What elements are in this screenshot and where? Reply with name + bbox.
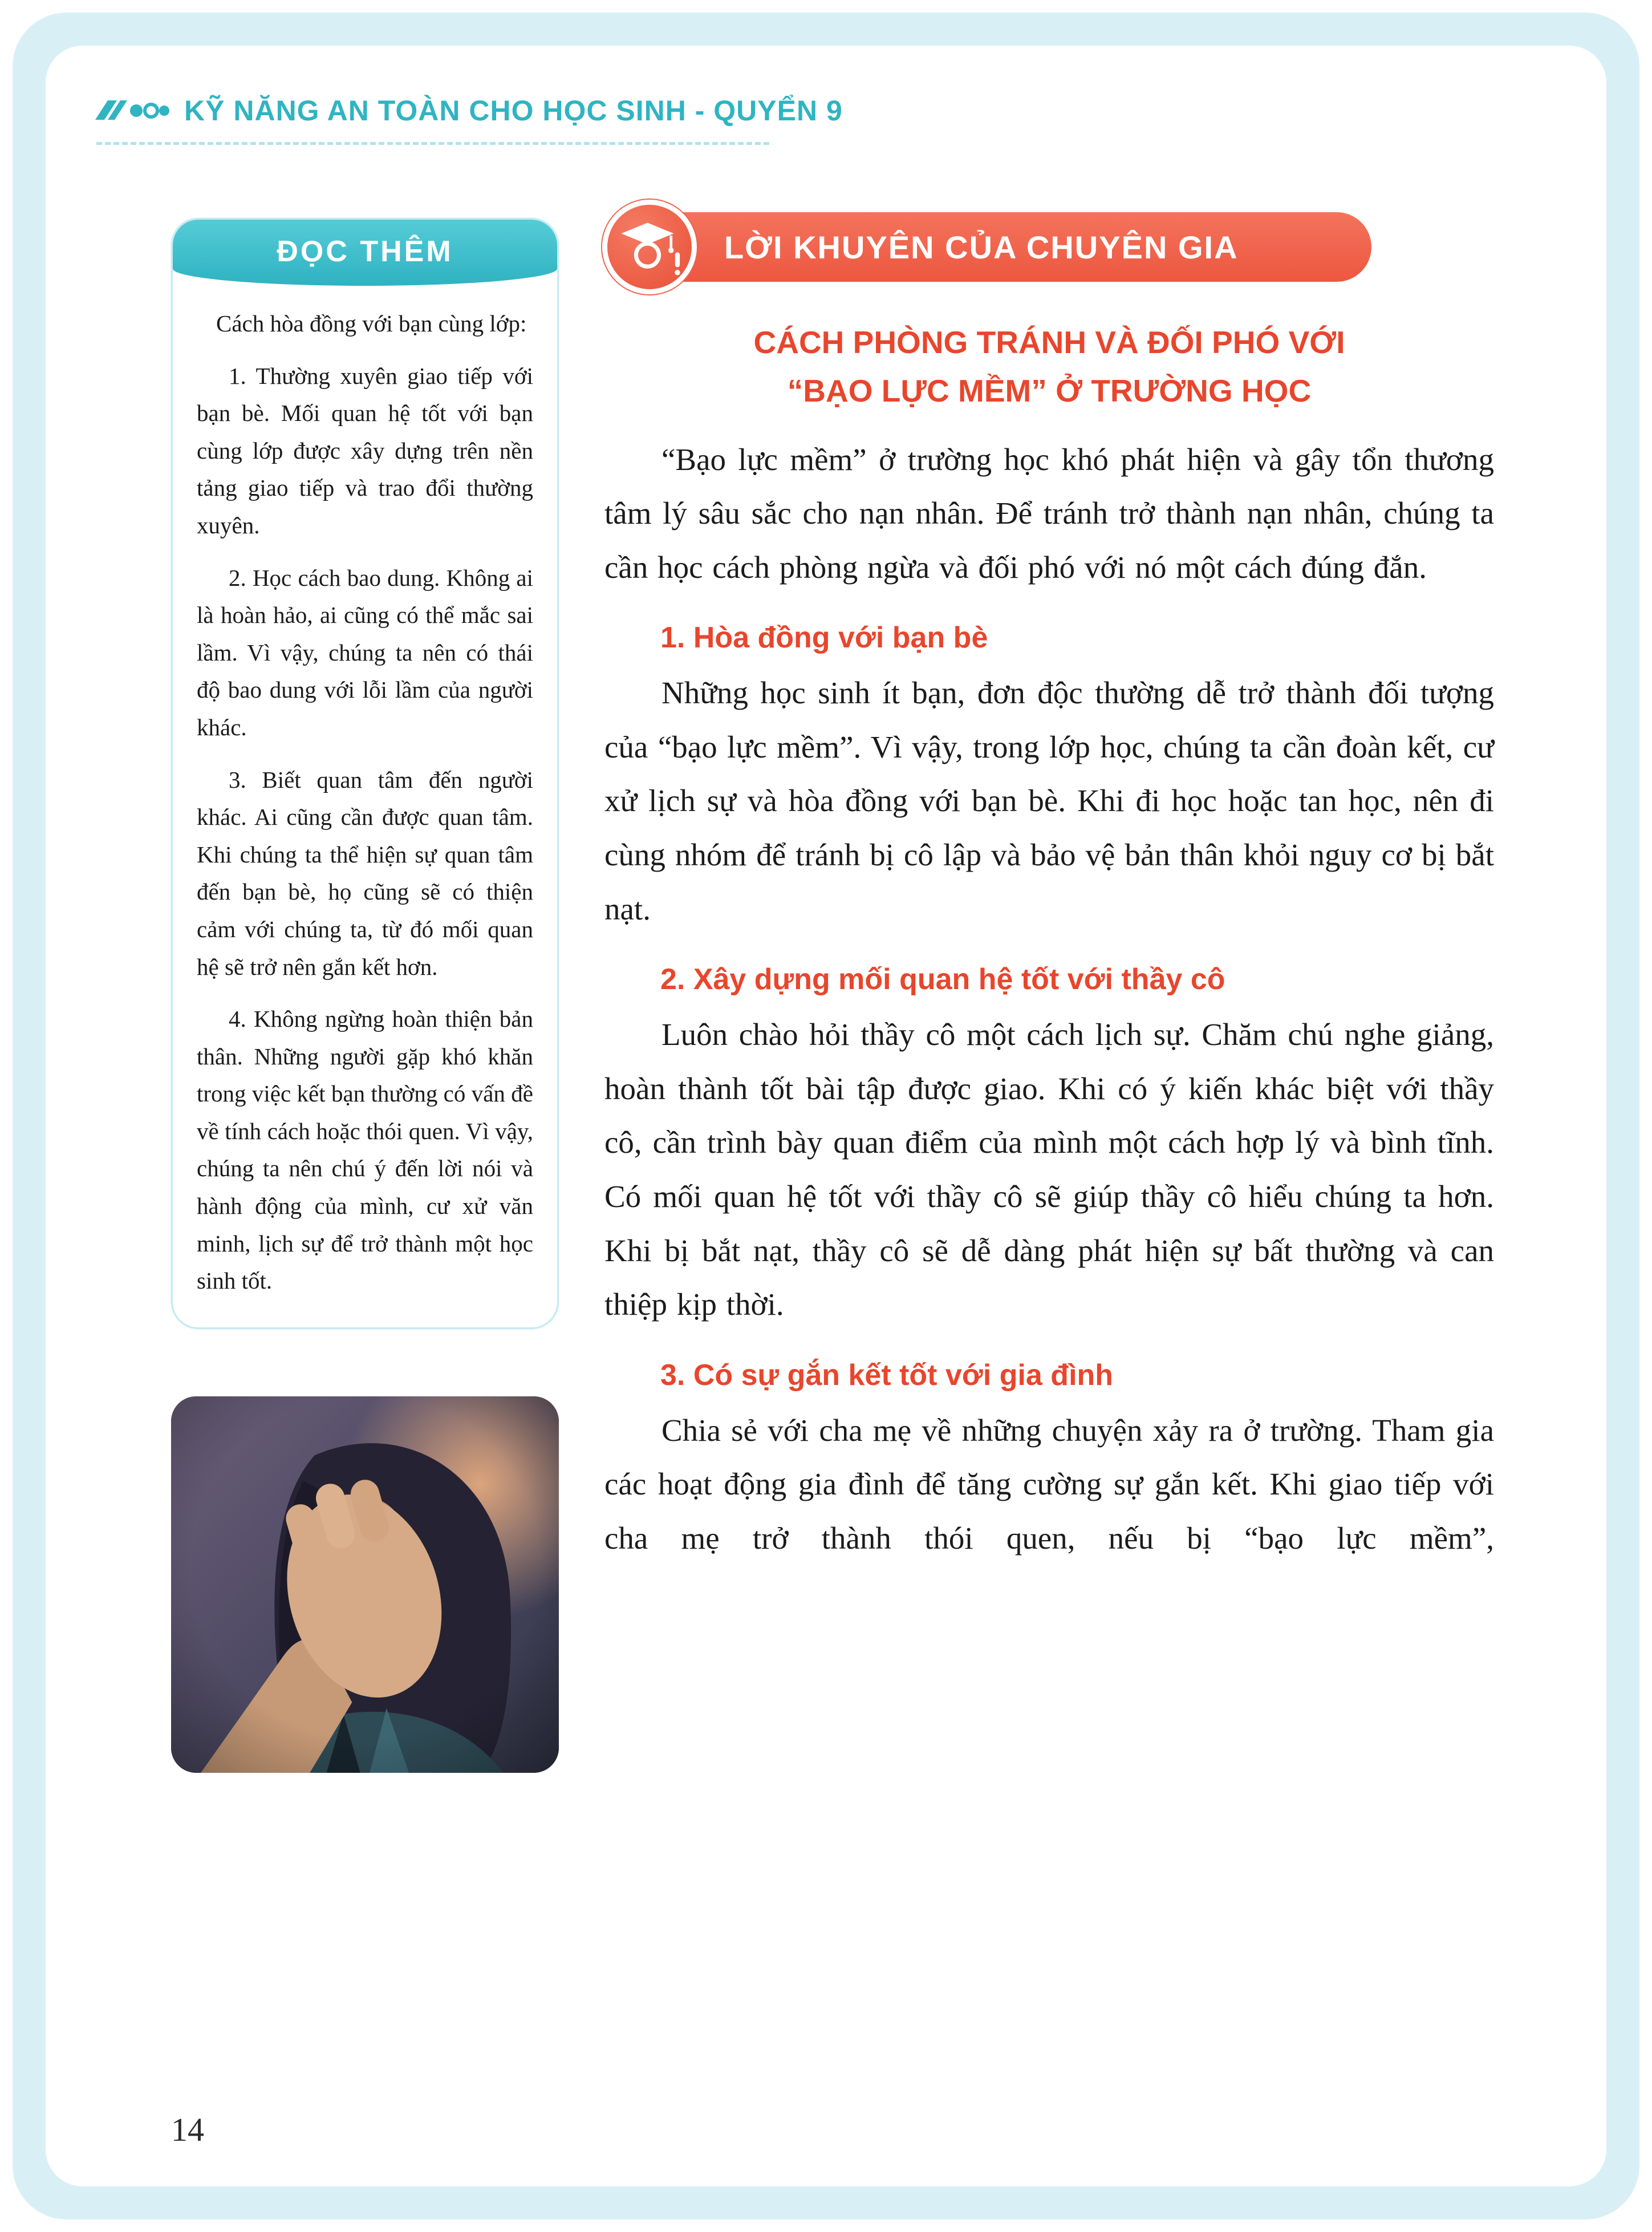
section-paragraph-2: Luôn chào hỏi thầy cô một cách lịch sự. Chăm chú nghe giảng, hoàn thành tốt bài tập được giao. Khi có ý kiến khác biệt với thầy cô, cần trình bày quan điểm của mình một cách hợp lý và bình tĩnh. Có mối quan hệ tốt với thầy cô sẽ giúp thầy cô hiểu chúng ta hơn. Khi bị bắt nạt, thầy cô sẽ dễ dàng phát hiện sự bất thường và can thiệp kịp thời. xyxy=(604,1017,1494,1322)
read-more-intro: Cách hòa đồng với bạn cùng lớp: xyxy=(216,310,527,337)
article-title-line-1: CÁCH PHÒNG TRÁNH VÀ ĐỐI PHÓ VỚI xyxy=(753,325,1345,360)
expert-advice-banner xyxy=(604,212,1371,282)
expert-advice-label: LỜI KHUYÊN CỦA CHUYÊN GIA xyxy=(724,229,1239,265)
advice-column xyxy=(604,212,1494,1581)
girl-covering-face-photo xyxy=(171,1396,559,1773)
read-more-body xyxy=(173,286,557,1327)
series-logo-icon xyxy=(94,96,169,125)
section-paragraph-3: Chia sẻ với cha mẹ về những chuyện xảy ra ở trường. Tham gia các hoạt động gia đình để tăng cường sự gắn kết. Khi giao tiếp với cha mẹ trở thành thói quen, nếu bị “bạo lực mềm”, xyxy=(604,1412,1494,1555)
header-dashed-divider xyxy=(96,142,769,145)
read-more-box xyxy=(171,218,559,1329)
read-more-item-2: 2. Học cách bao dung. Không ai là hoàn hảo, ai cũng có thể mắc sai lầm. Vì vậy, chúng ta nên có thái độ bao dung với lỗi lầm của người khác. xyxy=(197,564,533,740)
read-more-item-4: 4. Không ngừng hoàn thiện bản thân. Những người gặp khó khăn trong việc kết bạn thường có vấn đề về tính cách hoặc thói quen. Vì vậy, chúng ta nên chú ý đến lời nói và hành động của mình, cư xử văn minh, lịch sự để trở thành một học sinh tốt. xyxy=(197,1006,533,1294)
section-heading-3: 3. Có sự gắn kết tốt với gia đình xyxy=(660,1358,1114,1392)
page-header xyxy=(94,94,843,145)
article-title xyxy=(604,318,1494,416)
section-heading-2: 2. Xây dựng mối quan hệ tốt với thầy cô xyxy=(660,963,1225,996)
article-title-line-2: “BẠO LỰC MỀM” Ở TRƯỜNG HỌC xyxy=(787,373,1312,409)
section-heading-1: 1. Hòa đồng với bạn bè xyxy=(660,621,988,655)
read-more-item-3: 3. Biết quan tâm đến người khác. Ai cũng cần được quan tâm. Khi chúng ta thể hiện sự quan tâm đến bạn bè, họ cũng sẽ có thiện cảm với chúng ta, từ đó mối quan hệ sẽ trở nên gắn kết hơn. xyxy=(197,766,533,980)
book-header-title: KỸ NĂNG AN TOÀN CHO HỌC SINH - QUYỂN 9 xyxy=(184,95,843,127)
read-more-item-1: 1. Thường xuyên giao tiếp với bạn bè. Mối quan hệ tốt với bạn cùng lớp được xây dựng trên nền tảng giao tiếp và trao đổi thường xuyên. xyxy=(197,362,533,538)
section-paragraph-1: Những học sinh ít bạn, đơn độc thường dễ trở thành đối tượng của “bạo lực mềm”. Vì vậy, trong lớp học, chúng ta cần đoàn kết, cư xử lịch sự và hòa đồng với bạn bè. Khi đi học hoặc tan học, nên đi cùng nhóm để tránh bị cô lập và bảo vệ bản thân khỏi nguy cơ bị bắt nạt. xyxy=(604,675,1494,926)
graduation-cap-icon xyxy=(616,213,683,281)
left-column xyxy=(171,218,559,1773)
read-more-title: ĐỌC THÊM xyxy=(173,220,557,286)
graduate-badge xyxy=(602,200,697,294)
intro-paragraph: “Bạo lực mềm” ở trường học khó phát hiện và gây tổn thương tâm lý sâu sắc cho nạn nhân. Để tránh trở thành nạn nhân, chúng ta cần học cách phòng ngừa và đối phó với nó một cách đúng đắn. xyxy=(604,441,1494,585)
page-number: 14 xyxy=(171,2111,204,2148)
